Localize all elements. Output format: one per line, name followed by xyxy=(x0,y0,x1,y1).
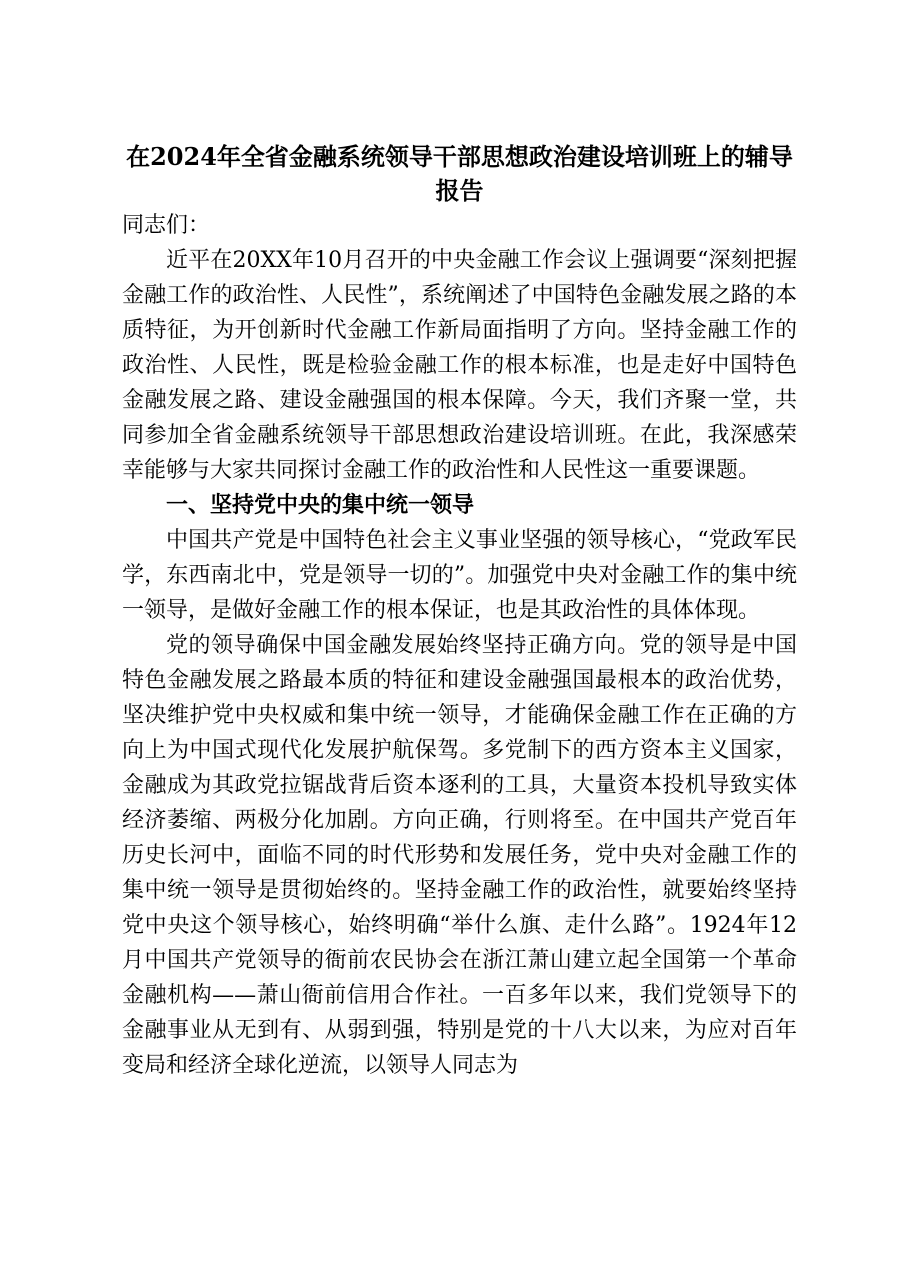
intro-paragraph: 近平在20XX年10月召开的中央金融工作会议上强调要“深刻把握金融工作的政治性、人民性”，系统阐述了中国特色金融发展之路的本质特征，为开创新时代金融工作新局面指明了方向。坚持金融工作的政治性、人民性，既是检验金融工作的根本标准，也是走好中国特色金融发展之路、建设金融强国的根本保障。今天，我们齐聚一堂，共同参加全省金融系统领导干部思想政治建设培训班。在此，我深感荣幸能够与大家共同探讨金融工作的政治性和人民性这一重要课题。 xyxy=(122,248,797,483)
document-title: 在2024年全省金融系统领导干部思想政治建设培训班上的辅导报告 xyxy=(126,142,793,205)
section-paragraph: 党的领导确保中国金融发展始终坚持正确方向。党的领导是中国特色金融发展之路最本质的特征和建设金融强国最根本的政治优势，坚决维护党中央权威和集中统一领导，才能确保金融工作在正确的方向上为中国式现代化发展护航保驾。多党制下的西方资本主义国家，金融成为其政党拉锯战背后资本逐利的工具，大量资本投机导致实体经济萎缩、两极分化加剧。方向正确，行则将至。在中国共产党百年历史长河中，面临不同的时代形势和发展任务，党中央对金融工作的集中统一领导是贯彻始终的。坚持金融工作的政治性，就要始终坚持党中央这个领导核心，始终明确“举什么旗、走什么路”。1924年12月中国共产党领导的衙前农民协会在浙江萧山建立起全国第一个革命金融机构——萧山衙前信用合作社。一百多年以来，我们党领导下的金融事业从无到有、从弱到强，特别是党的十八大以来，为应对百年变局和经济全球化逆流，以领导人同志为 xyxy=(122,633,797,1078)
document-body xyxy=(122,140,797,1083)
section-paragraph: 中国共产党是中国特色社会主义事业坚强的领导核心，“党政军民学，东西南北中，党是领导一切的”。加强党中央对金融工作的集中统一领导，是做好金融工作的根本保证，也是其政治性的具体体现。 xyxy=(122,528,797,623)
section-heading: 一、坚持党中央的集中统一领导 xyxy=(166,493,475,518)
salutation: 同志们： xyxy=(122,213,211,238)
